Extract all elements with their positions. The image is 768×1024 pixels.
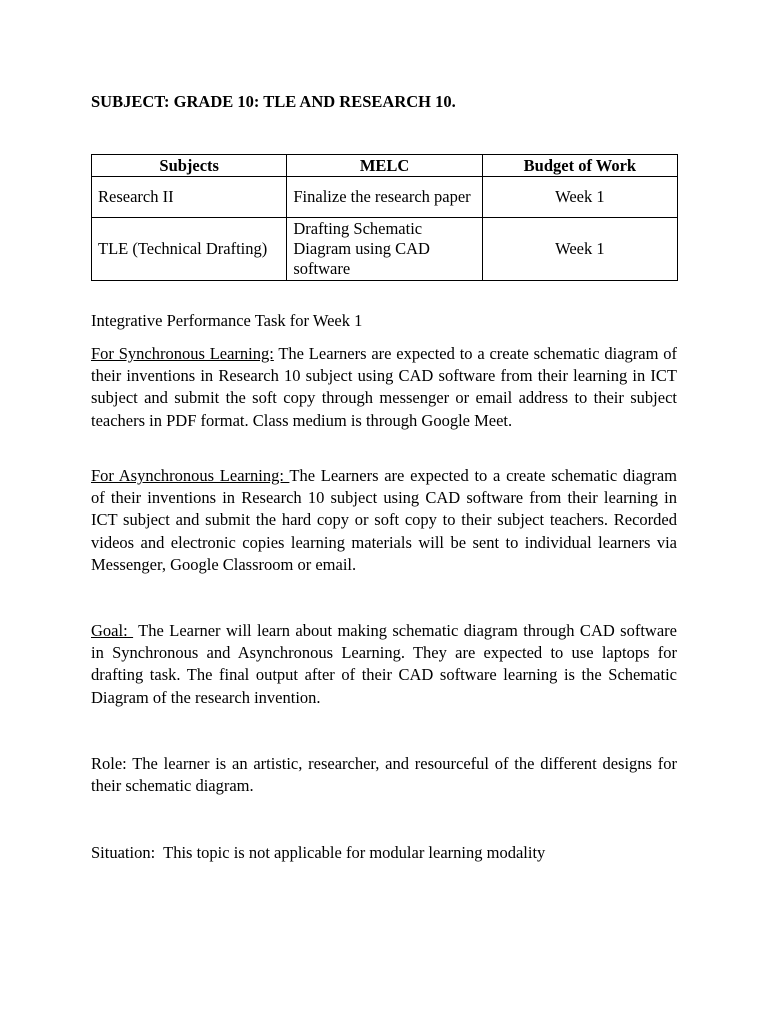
goal-label: Goal: [91, 621, 134, 640]
table-cell-melc: Drafting Schematic Diagram using CAD software [287, 218, 482, 281]
asynchronous-text: The Learners are expected to a create schematic diagram of their inventions in Research 10 subject using CAD software from their learning in ICT subject and submit the hard copy or soft copy to their subject teachers. Recorded videos and electronic copies learning materials will be sent to individual learners via Messenger, Google Classroom or email. [91, 466, 677, 574]
asynchronous-label: For Asynchronous Learning: [91, 466, 290, 485]
table-row [92, 177, 678, 218]
asynchronous-paragraph [91, 465, 677, 576]
table-row [92, 218, 678, 281]
table-header-row [92, 155, 678, 177]
synchronous-label: For Synchronous Learning: [91, 344, 274, 363]
goal-text: The Learner will learn about making schematic diagram through CAD software in Synchronous and Asynchronous Learning. They are expected to use laptops for drafting task. The final output after of their CAD software learning is the Schematic Diagram of the research invention. [91, 621, 677, 707]
role-paragraph: Role: The learner is an artistic, researcher, and resourceful of the different designs for their schematic diagram. [91, 754, 677, 796]
table-header-melc: MELC [287, 155, 482, 177]
synchronous-text: The Learners are expected to a create schematic diagram of their inventions in Research 10 subject using CAD software from their learning in ICT subject and submit the soft copy through messenger or email address to their subject teachers in PDF format. Class medium is through Google Meet. [91, 344, 678, 430]
subject-heading: SUBJECT: GRADE 10: TLE AND RESEARCH 10. [91, 92, 456, 111]
melc-table [91, 154, 678, 281]
table-cell-budget: Week 1 [482, 177, 677, 218]
table-cell-melc: Finalize the research paper [287, 177, 482, 218]
table-cell-subject: TLE (Technical Drafting) [92, 218, 287, 281]
table-cell-subject: Research II [92, 177, 287, 218]
situation-paragraph: Situation: This topic is not applicable for modular learning modality [91, 843, 546, 862]
table-header-subjects: Subjects [92, 155, 287, 177]
table-header-budget: Budget of Work [482, 155, 677, 177]
task-title: Integrative Performance Task for Week 1 [91, 311, 363, 330]
goal-paragraph [91, 620, 677, 709]
synchronous-paragraph [91, 343, 677, 432]
table-cell-budget: Week 1 [482, 218, 677, 281]
